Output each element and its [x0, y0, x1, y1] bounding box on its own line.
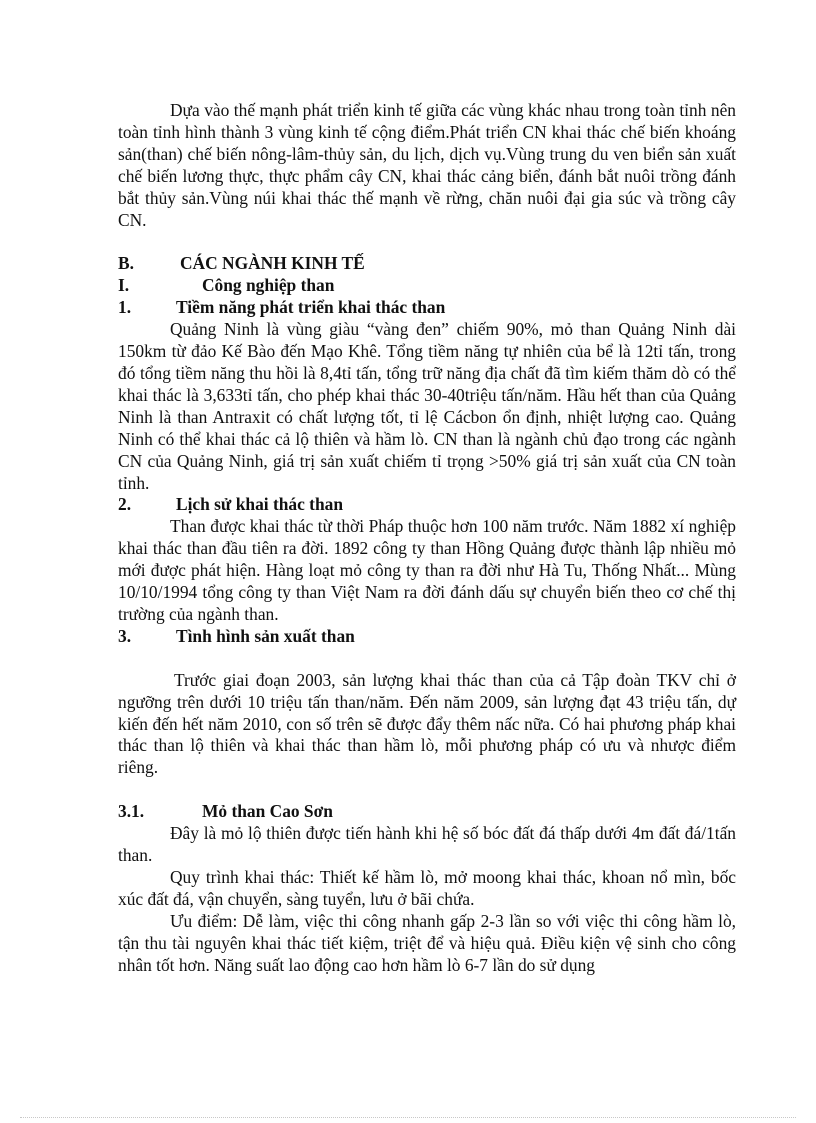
sub-1-number: 1.: [118, 297, 132, 318]
spacer: [118, 779, 736, 801]
sub-2-number: 2.: [118, 494, 132, 515]
sub-3-1-paragraph-1: Đây là mỏ lộ thiên được tiến hành khi hệ số bóc đất đá thấp dưới 4m đất đá/1tấn than.: [118, 823, 736, 866]
sub-3-1-paragraph-3: Ưu điểm: Dễ làm, việc thi công nhanh gấp 2-3 lần so với việc thi công hầm lò, tận thu tài nguyên khai thác tiết kiệm, triệt để và hiệu quả. Điều kiện vệ sinh cho công nhân tốt hơn. Năng suất lao động cao hơn hầm lò 6-7 lần do sử dụng: [118, 910, 736, 975]
section-b-number: B.: [118, 253, 134, 274]
section-1-heading: [118, 275, 736, 297]
sub-3-title: Tình hình sản xuất than: [176, 625, 355, 646]
sub-3-1-heading: [118, 801, 736, 823]
section-b-heading: [118, 253, 736, 275]
sub-3-heading: [118, 626, 736, 648]
sub-3-1-title: Mỏ than Cao Sơn: [202, 801, 333, 822]
document-body: [118, 100, 736, 977]
sub-3-number: 3.: [118, 625, 132, 646]
sub-2-paragraph: Than được khai thác từ thời Pháp thuộc hơn 100 năm trước. Năm 1882 xí nghiệp khai thác than đầu tiên ra đời. 1892 công ty than Hồng Quảng được thành lập nhiều mỏ mới được phát hiện. Hàng loạt mỏ công ty than ra đời như Hà Tu, Thống Nhất... Mùng 10/10/1994 tổng công ty than Việt Nam ra đời đánh dấu sự chuyển biến theo cơ chế thị trường của ngành than.: [118, 516, 736, 624]
intro-paragraph: Dựa vào thế mạnh phát triển kinh tế giữa các vùng khác nhau trong toàn tỉnh nên toàn tỉnh hình thành 3 vùng kinh tế cộng điểm.Phát triển CN khai thác chế biến khoáng sản(than) chế biến nông-lâm-thủy sản, du lịch, dịch vụ.Vùng trung du ven biển sản xuất chế biến lương thực, thực phẩm cây CN, khai thác cảng biển, đánh bắt nuôi trồng đánh bắt thủy sản.Vùng núi khai thác thế mạnh về rừng, chăn nuôi đại gia súc và trồng cây CN.: [118, 100, 736, 230]
section-1-title: Công nghiệp than: [202, 275, 335, 296]
sub-1-heading: [118, 297, 736, 319]
sub-1-paragraph: Quảng Ninh là vùng giàu “vàng đen” chiếm 90%, mỏ than Quảng Ninh dài 150km từ đảo Kế Bào đến Mạo Khê. Tổng tiềm năng tự nhiên của bể là 12tỉ tấn, trong đó tổng tiềm năng thu hồi là 8,4tỉ tấn, tổng trữ năng địa chất đã tìm kiếm thăm dò có thể khai thác là 3,633tỉ tấn, cho phép khai thác 30-40triệu tấn/năm. Hầu hết than của Quảng Ninh là than Antraxit có chất lượng tốt, tỉ lệ Cácbon ổn định, nhiệt lượng cao. Quảng Ninh có thể khai thác cả lộ thiên và hầm lò. CN than là ngành chủ đạo trong các ngành CN của Quảng Ninh, giá trị sản xuất chiếm tỉ trọng >50% giá trị sản xuất của CN toàn tỉnh.: [118, 319, 736, 493]
section-1-number: I.: [118, 275, 130, 296]
spacer: [118, 648, 736, 670]
page-bottom-rule: [20, 1117, 796, 1118]
sub-1-title: Tiềm năng phát triển khai thác than: [176, 297, 446, 318]
sub-2-heading: [118, 494, 736, 516]
section-b-title: CÁC NGÀNH KINH TẾ: [180, 253, 365, 274]
spacer: [118, 231, 736, 253]
sub-3-paragraph: Trước giai đoạn 2003, sản lượng khai thác than của cả Tập đoàn TKV chỉ ở ngưỡng trên dưới 10 triệu tấn than/năm. Đến năm 2009, sản lượng đạt 43 triệu tấn, dự kiến đến hết năm 2010, con số trên sẽ được đẩy thêm nấc nữa. Có hai phương pháp khai thác than lộ thiên và khai thác than hầm lò, mỗi phương pháp có ưu và nhược điểm riêng.: [118, 669, 736, 778]
sub-3-1-number: 3.1.: [118, 801, 145, 822]
sub-3-1-paragraph-2: Quy trình khai thác: Thiết kế hầm lò, mở moong khai thác, khoan nổ mìn, bốc xúc đất đá, vận chuyển, sàng tuyển, lưu ở bãi chứa.: [118, 867, 736, 909]
sub-2-title: Lịch sử khai thác than: [176, 494, 343, 515]
